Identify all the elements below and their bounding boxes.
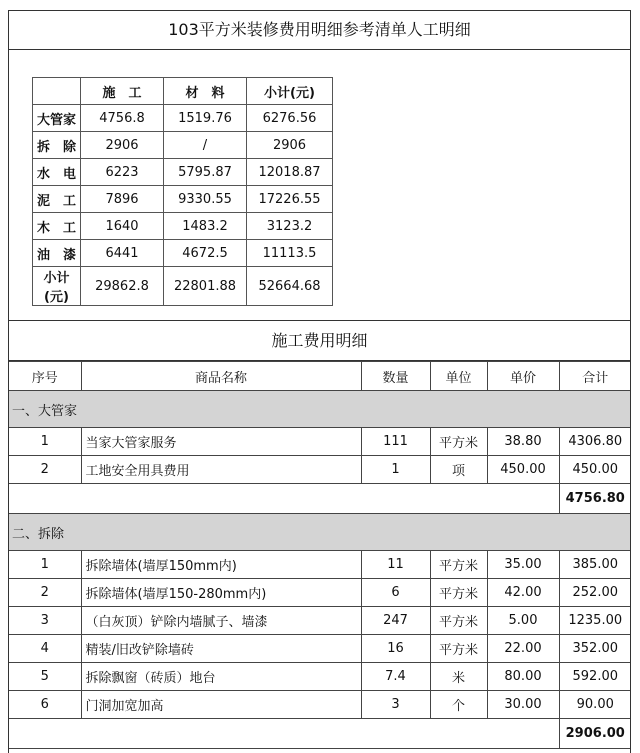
table-row xyxy=(9,691,631,719)
summary-cell: 水 电 xyxy=(33,159,81,186)
summary-cell: 7896 xyxy=(81,186,164,213)
cost-sheet xyxy=(8,10,631,753)
table-row xyxy=(9,607,631,635)
summary-cell: 52664.68 xyxy=(247,267,333,306)
table-cell: 3 xyxy=(361,691,430,719)
summary-row xyxy=(33,132,333,159)
section-name: 二、拆除 xyxy=(9,514,631,551)
detail-header-row xyxy=(9,362,631,391)
summary-cell: 12018.87 xyxy=(247,159,333,186)
summary-cell: 小计(元) xyxy=(33,267,81,306)
summary-cell: / xyxy=(164,132,247,159)
detail-header-cell: 合计 xyxy=(559,362,631,391)
table-cell: 385.00 xyxy=(559,551,631,579)
table-cell: 1235.00 xyxy=(559,607,631,635)
table-cell: 工地安全用具费用 xyxy=(81,456,361,484)
summary-header-cell: 施 工 xyxy=(81,78,164,105)
summary-cell: 6441 xyxy=(81,240,164,267)
table-cell: 拆除墙体(墙厚150-280mm内) xyxy=(81,579,361,607)
subtotal-row xyxy=(9,484,631,514)
table-cell: 42.00 xyxy=(487,579,559,607)
table-cell: 平方米 xyxy=(430,428,487,456)
table-cell: 80.00 xyxy=(487,663,559,691)
summary-cell: 大管家 xyxy=(33,105,81,132)
table-row xyxy=(9,551,631,579)
summary-row xyxy=(33,213,333,240)
summary-cell: 拆 除 xyxy=(33,132,81,159)
subtotal-value: 4756.80 xyxy=(559,484,631,514)
table-cell: 11 xyxy=(361,551,430,579)
detail-table xyxy=(9,361,631,749)
table-row xyxy=(9,579,631,607)
table-cell: 450.00 xyxy=(487,456,559,484)
summary-cell: 29862.8 xyxy=(81,267,164,306)
table-row xyxy=(9,428,631,456)
table-cell: 精装/旧改铲除墙砖 xyxy=(81,635,361,663)
table-row xyxy=(9,456,631,484)
table-cell: 111 xyxy=(361,428,430,456)
summary-cell: 2906 xyxy=(247,132,333,159)
subtotal-value: 2906.00 xyxy=(559,719,631,749)
table-cell: 38.80 xyxy=(487,428,559,456)
table-cell: 米 xyxy=(430,663,487,691)
summary-cell: 6223 xyxy=(81,159,164,186)
table-cell: 5 xyxy=(9,663,81,691)
summary-row xyxy=(33,267,333,306)
table-cell: 门洞加宽加高 xyxy=(81,691,361,719)
detail-header-cell: 数量 xyxy=(361,362,430,391)
table-cell: 2 xyxy=(9,456,81,484)
table-cell: 6 xyxy=(9,691,81,719)
summary-area xyxy=(9,50,630,321)
detail-header-cell: 单位 xyxy=(430,362,487,391)
table-cell: 252.00 xyxy=(559,579,631,607)
summary-row xyxy=(33,240,333,267)
table-cell: 1 xyxy=(9,428,81,456)
section-name: 一、大管家 xyxy=(9,391,631,428)
table-row xyxy=(9,663,631,691)
table-cell: 4306.80 xyxy=(559,428,631,456)
summary-cell: 1483.2 xyxy=(164,213,247,240)
table-cell: 30.00 xyxy=(487,691,559,719)
summary-cell: 2906 xyxy=(81,132,164,159)
subtotal-spacer xyxy=(9,719,559,749)
table-cell: 22.00 xyxy=(487,635,559,663)
summary-header-row xyxy=(33,78,333,105)
summary-cell: 6276.56 xyxy=(247,105,333,132)
summary-row xyxy=(33,159,333,186)
table-cell: 项 xyxy=(430,456,487,484)
table-cell: 7.4 xyxy=(361,663,430,691)
summary-cell: 木 工 xyxy=(33,213,81,240)
summary-cell: 4672.5 xyxy=(164,240,247,267)
table-cell: 352.00 xyxy=(559,635,631,663)
table-cell: 2 xyxy=(9,579,81,607)
summary-table xyxy=(32,77,333,306)
section-row xyxy=(9,391,631,428)
summary-cell: 泥 工 xyxy=(33,186,81,213)
table-cell: 3 xyxy=(9,607,81,635)
summary-cell: 3123.2 xyxy=(247,213,333,240)
table-cell: 5.00 xyxy=(487,607,559,635)
detail-header-cell: 序号 xyxy=(9,362,81,391)
table-cell: 6 xyxy=(361,579,430,607)
table-cell: 247 xyxy=(361,607,430,635)
summary-cell: 1640 xyxy=(81,213,164,240)
summary-cell: 4756.8 xyxy=(81,105,164,132)
subtotal-row xyxy=(9,719,631,749)
summary-cell: 9330.55 xyxy=(164,186,247,213)
table-cell: 平方米 xyxy=(430,607,487,635)
table-row xyxy=(9,635,631,663)
table-cell: 1 xyxy=(361,456,430,484)
summary-cell: 油 漆 xyxy=(33,240,81,267)
subtotal-spacer xyxy=(9,484,559,514)
summary-cell: 17226.55 xyxy=(247,186,333,213)
table-cell: （白灰顶）铲除内墙腻子、墙漆 xyxy=(81,607,361,635)
table-cell: 平方米 xyxy=(430,579,487,607)
table-cell: 35.00 xyxy=(487,551,559,579)
summary-cell: 22801.88 xyxy=(164,267,247,306)
summary-header-cell: 小计(元) xyxy=(247,78,333,105)
table-cell: 个 xyxy=(430,691,487,719)
table-cell: 当家大管家服务 xyxy=(81,428,361,456)
table-cell: 平方米 xyxy=(430,635,487,663)
summary-row xyxy=(33,186,333,213)
table-cell: 拆除墙体(墙厚150mm内) xyxy=(81,551,361,579)
table-cell: 平方米 xyxy=(430,551,487,579)
table-cell: 4 xyxy=(9,635,81,663)
summary-header-cell: 材 料 xyxy=(164,78,247,105)
detail-title: 施工费用明细 xyxy=(9,321,630,361)
table-cell: 拆除飘窗（砖质）地台 xyxy=(81,663,361,691)
table-cell: 1 xyxy=(9,551,81,579)
summary-row xyxy=(33,105,333,132)
summary-header-cell xyxy=(33,78,81,105)
section-row xyxy=(9,514,631,551)
summary-cell: 1519.76 xyxy=(164,105,247,132)
table-cell: 16 xyxy=(361,635,430,663)
table-cell: 592.00 xyxy=(559,663,631,691)
table-cell: 450.00 xyxy=(559,456,631,484)
summary-cell: 5795.87 xyxy=(164,159,247,186)
detail-header-cell: 单价 xyxy=(487,362,559,391)
summary-cell: 11113.5 xyxy=(247,240,333,267)
table-cell: 90.00 xyxy=(559,691,631,719)
page-title: 103平方米装修费用明细参考清单人工明细 xyxy=(9,11,630,50)
detail-header-cell: 商品名称 xyxy=(81,362,361,391)
